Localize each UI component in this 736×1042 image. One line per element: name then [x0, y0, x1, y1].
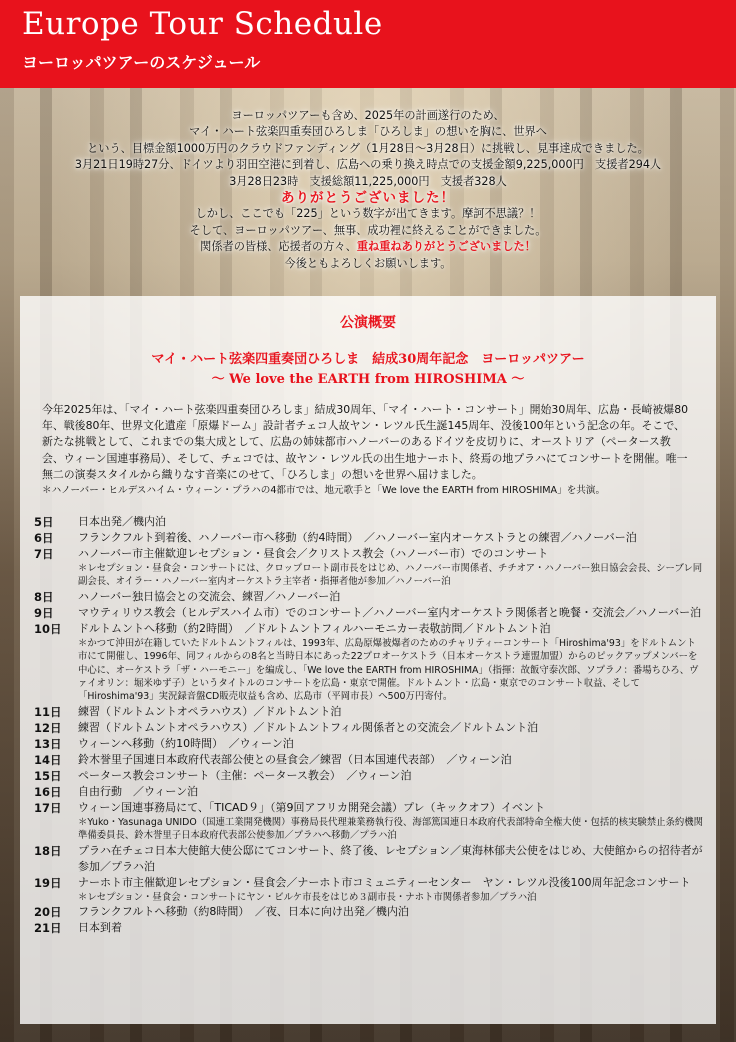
gratitude-text: 重ね重ねありがとうございました！ — [356, 240, 536, 254]
tour-title: マイ・ハート弦楽四重奏団ひろしま 結成30周年記念 ヨーロッパツアー — [151, 352, 585, 367]
intro-line — [20, 239, 716, 255]
schedule-text: 練習（ドルトムントオペラハウス）／ドルトムント泊 — [78, 704, 342, 718]
schedule-text: ウィーン国連事務局にて、「TICAD９」（第9回アフリカ開発会議）プレ（キックオフ）イベント — [78, 800, 545, 814]
schedule-day: 14日 — [34, 752, 62, 767]
schedule-text: 練習（ドルトムントオペラハウス）／ドルトムントフィル関係者との交流会／ドルトムント泊 — [78, 720, 539, 734]
schedule-day: 13日 — [34, 736, 62, 751]
schedule-day: 15日 — [34, 768, 62, 783]
intro-line-part: 関係者の皆様、応援者の方々、 — [200, 240, 357, 254]
schedule-content — [78, 768, 704, 784]
intro-line: マイ・ハート弦楽四重奏団ひろしま「ひろしま」の想いを胸に、世界へ — [189, 125, 547, 139]
schedule-row — [34, 843, 704, 875]
schedule-row — [34, 904, 704, 920]
schedule-day: 8日 — [34, 589, 54, 604]
schedule-text: 日本到着 — [78, 921, 122, 935]
intro-line: 3月21日19時27分、ドイツより羽田空港に到着し、広島への乗り換え時点での支援金額9,225,000円 支援者294人 — [74, 158, 662, 172]
schedule-content — [78, 920, 704, 936]
schedule-note: ＊かつて沖田が在籍していたドルトムントフィルは、1993年、広島原爆被爆者のためのチャリティーコンサート「Hiroshima'93」をドルトムント市にて開催し、1996年、同フィルからの8名と当時日本にあった22プロオーケストラ（日本オーケストラ連盟加盟）からのピックアップメンバーを中心に、オーケストラ「ザ・ハーモニー」を編成し、「We love the EARTH from HIROSHIMA」（指揮：故飯守泰次郎、ソプラノ：番場ちひろ、ヴァイオリン：堀米ゆず子）というタイトルのコンサートを広島・東京で開催。ドルトムント・広島・東京でのコンサート収益、そして「Hiroshima'93」実況録音盤CD販売収益も含め、広島市（平岡市長）へ500万円寄付。 — [78, 637, 699, 703]
schedule-text: 日本出発／機内泊 — [78, 515, 166, 528]
intro-line: そして、ヨーロッパツアー、無事、成功裡に終えることができました。 — [189, 223, 547, 237]
schedule-text: フランクフルトへ移動（約8時間） ／夜、日本に向け出発／機内泊 — [78, 905, 409, 919]
schedule-day: 5日 — [34, 515, 54, 529]
performance-overview-panel — [20, 296, 716, 1024]
schedule-row — [34, 736, 704, 752]
intro-line: 3月28日23時 支援総額11,225,000円 支援者328人 — [229, 174, 507, 188]
schedule-content — [78, 720, 704, 736]
intro-line: 今後ともよろしくお願いします。 — [284, 256, 452, 270]
schedule-day: 7日 — [34, 547, 54, 561]
schedule-row — [34, 768, 704, 784]
intro-line: しかし、ここでも「225」という数字が出てきます。摩訶不思議？！ — [195, 207, 541, 221]
schedule-day: 9日 — [34, 605, 54, 620]
schedule-note: ＊Yuko・Yasunaga UNIDO（国連工業開発機関）事務局長代理兼業務執行役、海部篤国連日本政府代表部特命全権大使・包括的核実験禁止条約機関準備委員長、鈴木誉里子日本政府代表部公使参加／プラハへ移動／プラハ泊 — [78, 816, 704, 842]
schedule-text: 鈴木誉里子国連日本政府代表部公使との昼食会／練習（日本国連代表部） ／ウィーン泊 — [78, 752, 512, 766]
schedule-day: 17日 — [34, 800, 62, 815]
schedule-content — [78, 605, 704, 621]
schedule-content — [78, 784, 704, 800]
schedule-text: ドルトムントへ移動（約2時間） ／ドルトムントフィルハーモニカー表敬訪問／ドルトムント泊 — [78, 621, 551, 635]
schedule-row — [34, 589, 704, 605]
schedule-text: ハノーバー独日協会との交流会、練習／ハノーバー泊 — [78, 589, 341, 603]
schedule-row — [34, 514, 704, 530]
schedule-content — [78, 736, 704, 752]
page-subtitle: ヨーロッパツアーのスケジュール — [22, 53, 261, 72]
schedule-note: ＊レセプション・昼食会・コンサートには、クロップロート副市長をはじめ、ハノーバー市関係者、チチオア・ハノーバー独日協会会長、シーブレ同副会長、オイラー・ハノーバー室内オーケストラ主宰者・指揮者他が参加／ハノーバー泊 — [78, 563, 703, 588]
schedule-text: フランクフルト到着後、ハノーバー市へ移動（約4時間） ／ハノーバー室内オーケストラとの練習／ハノーバー泊 — [78, 531, 637, 544]
thanks-text: ありがとうございました！ — [281, 190, 455, 207]
schedule-content — [78, 514, 704, 530]
schedule-text: ハノーバー市主催歓迎レセプション・昼食会／クリストス教会（ハノーバー市）でのコンサート — [78, 547, 549, 560]
intro-message — [20, 108, 716, 272]
schedule-list — [34, 514, 704, 936]
schedule-row — [34, 621, 704, 704]
schedule-text: ペータース教会コンサート（主催：ペータース教会） ／ウィーン泊 — [78, 768, 412, 782]
schedule-row — [34, 704, 704, 720]
schedule-day: 19日 — [34, 875, 62, 890]
schedule-row — [34, 784, 704, 800]
schedule-row — [34, 920, 704, 936]
schedule-day: 11日 — [34, 704, 62, 719]
schedule-content — [78, 904, 704, 920]
schedule-row — [34, 752, 704, 768]
schedule-day: 12日 — [34, 720, 62, 735]
schedule-content — [78, 621, 704, 704]
schedule-content — [78, 704, 704, 720]
intro-line: ヨーロッパツアーも含め、2025年の計画遂行のため、 — [231, 109, 505, 122]
schedule-day: 16日 — [34, 784, 62, 799]
schedule-text: 自由行動 ／ウィーン泊 — [78, 784, 199, 798]
schedule-row — [34, 546, 704, 589]
schedule-day: 20日 — [34, 905, 62, 920]
schedule-day: 21日 — [34, 921, 62, 936]
overview-text — [42, 402, 692, 499]
title-banner — [0, 0, 736, 88]
schedule-content — [78, 752, 704, 768]
schedule-day: 10日 — [34, 621, 62, 636]
schedule-content — [78, 875, 704, 904]
schedule-content — [78, 589, 704, 605]
schedule-text: ウィーンへ移動（約10時間） ／ウィーン泊 — [78, 736, 294, 750]
page-title: Europe Tour Schedule — [22, 6, 383, 42]
overview-paragraph: 今年2025年は、「マイ・ハート弦楽四重奏団ひろしま」結成30周年、「マイ・ハート・コンサート」開始30周年、広島・長崎被爆80年、戦後80年、世界文化遺産「原爆ドーム」設計者チェコ人故ヤン・レツル氏生誕145周年、没後100年という記念の年。そこで、新たな挑戦として、これまでの集大成として、広島の姉妹都市ハノーバーのあるドイツを皮切りに、オーストリア（ペータース教会、ウィーン国連事務局）、そして、チェコでは、故ヤン・レツル氏の出生地ナーホト、終焉の地プラハにてコンサートを開催。唯一無二の演奏スタイルから織りなす音楽にのせて、「ひろしま」の想いを世界へ届けました。 — [42, 403, 689, 481]
overview-note: ＊ハノーバー・ヒルデスハイム・ウィーン・プラハの4都市では、地元歌手と「We love the EARTH from HIROSHIMA」を共演。 — [42, 485, 606, 497]
schedule-content — [78, 546, 704, 589]
schedule-day: 6日 — [34, 531, 54, 545]
schedule-content — [78, 530, 704, 546]
tour-slogan: 〜 We love the EARTH from HIROSHIMA 〜 — [211, 372, 525, 387]
schedule-text: プラハ在チェコ日本大使館大使公邸にてコンサート、終了後、レセプション／東海林郁夫公使をはじめ、大使館からの招待者が参加／プラハ泊 — [78, 843, 703, 873]
schedule-note: ＊レセプション・昼食会・コンサートにヤン・ビルケ市長をはじめ３副市長・ナホト市関係者参加／プラハ泊 — [78, 891, 537, 903]
schedule-row — [34, 875, 704, 904]
panel-title: 公演概要 — [340, 315, 396, 331]
schedule-content — [78, 843, 704, 875]
schedule-text: ナーホト市主催歓迎レセプション・昼食会／ナーホト市コミュニティーセンター ヤン・レツル没後100周年記念コンサート — [78, 875, 691, 889]
schedule-text: マウティリウス教会（ヒルデスハイム市）でのコンサート／ハノーバー室内オーケストラ関係者と晩餐・交流会／ハノーバー泊 — [78, 605, 702, 619]
schedule-row — [34, 605, 704, 621]
schedule-row — [34, 720, 704, 736]
intro-line: という、目標金額1000万円のクラウドファンディング（1月28日〜3月28日）に挑戦し、見事達成できました。 — [87, 141, 649, 155]
schedule-row — [34, 530, 704, 546]
schedule-row — [34, 800, 704, 843]
schedule-day: 18日 — [34, 843, 62, 858]
schedule-content — [78, 800, 704, 843]
